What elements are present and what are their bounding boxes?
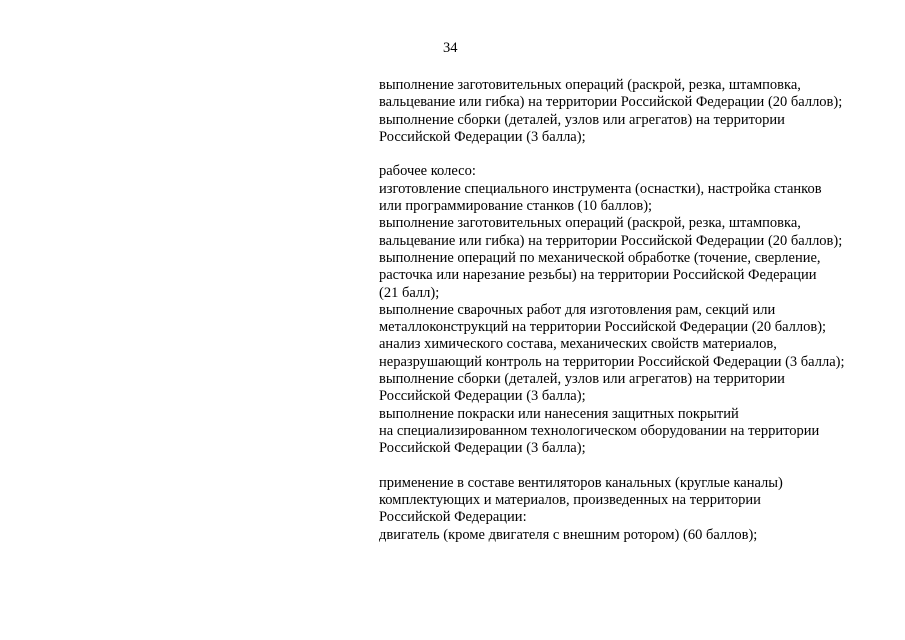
text-line: Российской Федерации (3 балла); [379,440,586,457]
text-line: двигатель (кроме двигателя с внешним ротором) (60 баллов); [379,526,758,543]
text-line: комплектующих и материалов, произведенных на территории [379,492,761,509]
paragraph-1 [379,77,889,146]
text-line: выполнение заготовительных операций (раскрой, резка, штамповка, [379,77,801,93]
text-line: или программирование станков (10 баллов); [379,198,653,215]
text-line: вальцевание или гибка) на территории Российской Федерации (20 баллов); [379,232,843,249]
text-line: выполнение операций по механической обработке (точение, сверление, [379,249,821,266]
text-line: выполнение заготовительных операций (раскрой, резка, штамповка, [379,215,801,232]
text-line: Российской Федерации (3 балла); [379,128,586,145]
text-line: выполнение сборки (деталей, узлов или агрегатов) на территории [379,371,785,388]
paragraph-gap [379,146,889,163]
paragraph-3 [379,475,889,544]
text-line: неразрушающий контроль на территории Российской Федерации (3 балла); [379,353,845,370]
text-line: анализ химического состава, механических свойств материалов, [379,336,777,353]
text-line: рабочее колесо: [379,163,476,180]
text-line: Российской Федерации (3 балла); [379,388,586,405]
text-line: (21 балл); [379,284,440,301]
text-line: применение в составе вентиляторов канальных (круглые каналы) [379,474,783,491]
paragraph-gap [379,458,889,475]
text-line: металлоконструкций на территории Российской Федерации (20 баллов); [379,319,827,336]
document-body [379,77,889,544]
text-line: выполнение сварочных работ для изготовления рам, секций или [379,301,776,318]
text-line: выполнение покраски или нанесения защитных покрытий [379,405,739,422]
text-line: Российской Федерации: [379,509,527,526]
page-number: 34 [443,40,458,56]
text-line: выполнение сборки (деталей, узлов или агрегатов) на территории [379,111,785,128]
text-line: расточка или нарезание резьбы) на территории Российской Федерации [379,267,817,284]
text-line: изготовление специального инструмента (оснастки), настройка станков [379,180,822,197]
text-line: вальцевание или гибка) на территории Российской Федерации (20 баллов); [379,94,843,111]
paragraph-2 [379,163,889,457]
text-line: на специализированном технологическом оборудовании на территории [379,422,820,439]
